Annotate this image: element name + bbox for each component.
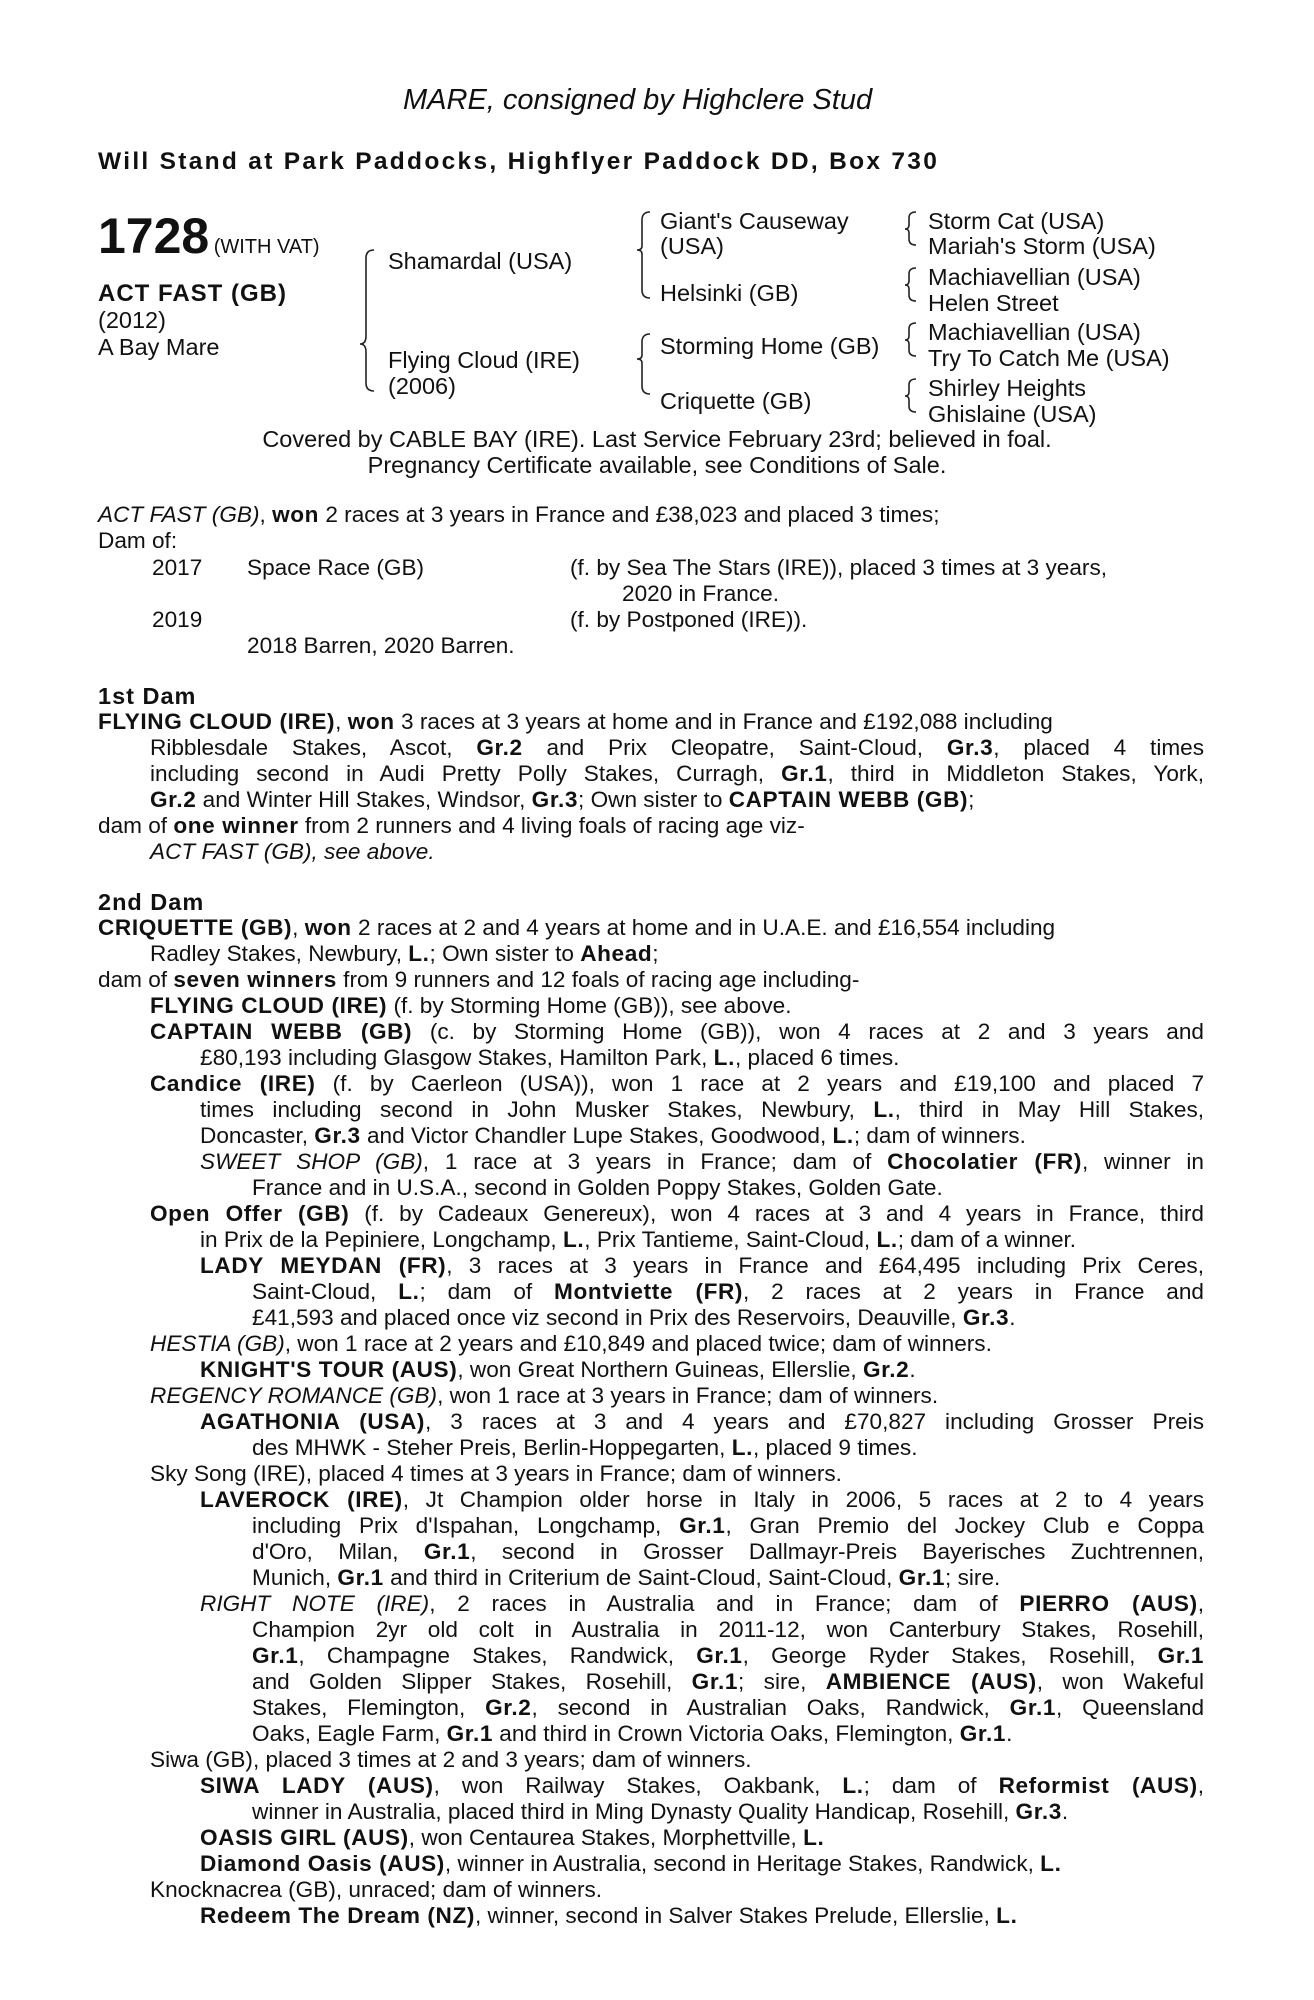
t: , second in Australian Oaks, Randwick, xyxy=(531,1695,990,1720)
t: , 3 races at 3 and 4 years and £70,827 including Grosser Preis xyxy=(425,1409,1204,1434)
entry-laverock xyxy=(200,1487,1204,1513)
t: ACT FAST (GB), see above. xyxy=(150,839,435,864)
t: (f. by Caerleon (USA)), won 1 race at 2 years and £19,100 and placed 7 xyxy=(332,1071,1205,1096)
t: AGATHONIA (USA) xyxy=(200,1409,426,1434)
t: and Golden Slipper Stakes, Rosehill, xyxy=(252,1669,673,1694)
t: , placed 6 times. xyxy=(734,1045,900,1070)
entry-right-note-4 xyxy=(252,1669,1204,1695)
entry-open-offer xyxy=(150,1201,1204,1227)
t: , third in Middleton Stakes, York, xyxy=(827,761,1205,786)
entry-lady-meydan xyxy=(200,1253,1204,1279)
horse-year: (2012) xyxy=(98,307,166,333)
pedigree-sire: Shamardal (USA) xyxy=(388,248,573,274)
first-dam-line-4 xyxy=(150,787,974,813)
entry-open-offer-2 xyxy=(200,1227,1076,1253)
t: Reformist (AUS) xyxy=(998,1773,1198,1798)
grade: Gr.1 xyxy=(898,1565,946,1590)
t: . xyxy=(909,1357,916,1382)
first-dam-line-3 xyxy=(150,761,1204,787)
produce-barren: 2018 Barren, 2020 Barren. xyxy=(247,633,515,658)
grade: L. xyxy=(832,1123,854,1148)
second-dam-name: CRIQUETTE (GB) xyxy=(98,915,293,940)
t: ; dam of xyxy=(419,1279,533,1304)
grade: Gr.2 xyxy=(150,787,197,812)
pedigree-g2: Mariah's Storm (USA) xyxy=(928,233,1156,259)
entry-lady-meydan-2 xyxy=(252,1279,1204,1305)
winners-count: seven winners xyxy=(173,967,337,992)
t: ; sire. xyxy=(945,1565,1001,1590)
t: Montviette (FR) xyxy=(554,1279,744,1304)
t: FLYING CLOUD (IRE) xyxy=(150,993,388,1018)
first-dam-line-2 xyxy=(150,735,1204,761)
grade: L. xyxy=(713,1045,735,1070)
t: from 2 runners and 4 living foals of racing age viz- xyxy=(304,813,805,838)
entry-sky-song: Sky Song (IRE), placed 4 times at 3 years in France; dam of winners. xyxy=(150,1461,842,1486)
t: RIGHT NOTE (IRE) xyxy=(200,1591,430,1616)
t: , 1 race at 3 years in France; dam of xyxy=(422,1149,872,1174)
t: HESTIA (GB) xyxy=(150,1331,285,1356)
bracket-dam xyxy=(637,334,650,394)
grade: L. xyxy=(1040,1851,1062,1876)
produce-intro-name: ACT FAST (GB) xyxy=(98,502,260,527)
first-dam-comma: , xyxy=(335,709,342,734)
t: including Prix d'Ispahan, Longchamp, xyxy=(252,1513,662,1538)
t: OASIS GIRL (AUS) xyxy=(200,1825,409,1850)
entry-sweet-shop xyxy=(200,1149,1204,1175)
pedigree-g8: Ghislaine (USA) xyxy=(928,401,1097,427)
produce-intro-won: won xyxy=(272,502,320,527)
pedigree-g3: Machiavellian (USA) xyxy=(928,264,1141,290)
pedigree-sire-sire-country: (USA) xyxy=(660,233,724,259)
t: dam of xyxy=(98,967,168,992)
entry-captain-webb xyxy=(150,1019,1204,1045)
entry-sweet-shop-2: France and in U.S.A., second in Golden Poppy Stakes, Golden Gate. xyxy=(252,1175,943,1200)
bracket-g4 xyxy=(905,379,916,412)
winners-count: one winner xyxy=(173,813,299,838)
entry-redeem-the-dream xyxy=(200,1903,1017,1929)
entry-regency-romance xyxy=(150,1383,938,1409)
entry-siwa-lady xyxy=(200,1773,1204,1799)
entry-right-note xyxy=(200,1591,1204,1617)
t: , won 1 race at 3 years in France; dam of winners. xyxy=(437,1383,939,1408)
t: times including second in John Musker Stakes, Newbury, xyxy=(200,1097,855,1122)
t: , Queensland xyxy=(1056,1695,1205,1720)
pedigree-sire-sire: Giant's Causeway xyxy=(660,208,849,234)
t: , won Great Northern Guineas, Ellerslie, xyxy=(457,1357,857,1382)
t: and third in Crown Victoria Oaks, Flemington, xyxy=(499,1721,954,1746)
first-dam-line-1 xyxy=(98,709,1053,735)
t: , Prix Tantieme, Saint-Cloud, xyxy=(584,1227,871,1252)
grade: L. xyxy=(408,941,430,966)
entry-right-note-2: Champion 2yr old colt in Australia in 2011-12, won Canterbury Stakes, Rosehill, xyxy=(252,1617,1204,1642)
t: Munich, xyxy=(252,1565,332,1590)
t: Saint-Cloud, xyxy=(252,1279,377,1304)
t: ; Own sister to xyxy=(578,787,723,812)
t: ; dam of xyxy=(863,1773,977,1798)
pedigree-g5: Machiavellian (USA) xyxy=(928,319,1141,345)
first-dam-heading: 1st Dam xyxy=(98,683,197,709)
produce-intro-rest: 2 races at 3 years in France and £38,023 and placed 3 times; xyxy=(325,502,940,527)
t: KNIGHT'S TOUR (AUS) xyxy=(200,1357,458,1382)
grade: L. xyxy=(873,1097,895,1122)
t: LADY MEYDAN (FR) xyxy=(200,1253,447,1278)
entry-knights-tour xyxy=(200,1357,916,1383)
entry-diamond-oasis xyxy=(200,1851,1061,1877)
entry-right-note-3 xyxy=(252,1643,1204,1669)
t: ; xyxy=(968,787,975,812)
t: including second in Audi Pretty Polly Stakes, Curragh, xyxy=(150,761,765,786)
bracket-sire xyxy=(637,212,650,298)
t: ; dam of a winner. xyxy=(897,1227,1077,1252)
t: , xyxy=(1197,1591,1204,1616)
t: and Winter Hill Stakes, Windsor, xyxy=(202,787,526,812)
entry-hestia xyxy=(150,1331,992,1357)
grade: Gr.1 xyxy=(1009,1695,1057,1720)
bracket-g1 xyxy=(905,212,916,245)
horse-name: ACT FAST (GB) xyxy=(98,280,287,307)
first-dam-won: won xyxy=(347,709,395,734)
t: SIWA LADY (AUS) xyxy=(200,1773,434,1798)
t: , 2 races in Australia and in France; dam of xyxy=(429,1591,998,1616)
lot-number: 1728 xyxy=(98,208,210,264)
t: . xyxy=(1061,1799,1069,1824)
t: . xyxy=(1009,1305,1016,1330)
t: , third in May Hill Stakes, xyxy=(894,1097,1205,1122)
produce-year-2017: 2017 xyxy=(152,555,203,580)
t: , 2 races at 2 years in France and xyxy=(743,1279,1204,1304)
pedigree-g1: Storm Cat (USA) xyxy=(928,208,1105,234)
first-dam-line-5 xyxy=(98,813,805,839)
t: , Champagne Stakes, Randwick, xyxy=(298,1643,674,1668)
entry-captain-webb-2 xyxy=(200,1045,899,1071)
grade: Gr.1 xyxy=(252,1643,299,1668)
t: (f. by Cadeaux Genereux), won 4 races at 3 and 4 years in France, third xyxy=(364,1201,1204,1226)
entry-right-note-6 xyxy=(252,1721,1012,1747)
entry-right-note-5 xyxy=(252,1695,1204,1721)
t: ; sire, xyxy=(738,1669,807,1694)
t: PIERRO (AUS) xyxy=(1019,1591,1198,1616)
grade: L. xyxy=(398,1279,420,1304)
sibling-name: CAPTAIN WEBB (GB) xyxy=(728,787,969,812)
t: winner in Australia, placed third in Ming Dynasty Quality Handicap, Rosehill, xyxy=(252,1799,1010,1824)
grade: Gr.2 xyxy=(476,735,523,760)
t: ; Own sister to xyxy=(429,941,574,966)
produce-year-2019: 2019 xyxy=(152,607,203,632)
entry-laverock-3 xyxy=(252,1539,1204,1565)
t: £41,593 and placed once viz second in Prix des Reservoirs, Deauville, xyxy=(252,1305,957,1330)
produce-info2-2017: 2020 in France. xyxy=(622,581,779,606)
t: LAVEROCK (IRE) xyxy=(200,1487,403,1512)
t: REGENCY ROMANCE (GB) xyxy=(150,1383,438,1408)
pedigree-g4: Helen Street xyxy=(928,290,1059,316)
grade: Gr.1 xyxy=(781,761,828,786)
t: d'Oro, Milan, xyxy=(252,1539,399,1564)
t: , placed 4 times xyxy=(993,735,1205,760)
grade: Gr.3 xyxy=(946,735,994,760)
t: , Jt Champion older horse in Italy in 2006, 5 races at 2 to 4 years xyxy=(402,1487,1204,1512)
t: Diamond Oasis (AUS) xyxy=(200,1851,445,1876)
t: 2 races at 2 and 4 years at home and in U.A.E. and £16,554 including xyxy=(358,915,1056,940)
consignment-title: MARE, consigned by Highclere Stud xyxy=(403,84,873,116)
t: and Victor Chandler Lupe Stakes, Goodwood, xyxy=(366,1123,827,1148)
grade: Gr.1 xyxy=(337,1565,384,1590)
pregnancy-note: Pregnancy Certificate available, see Conditions of Sale. xyxy=(367,452,947,478)
produce-name-2017: Space Race (GB) xyxy=(247,555,425,580)
grade: L. xyxy=(996,1903,1018,1928)
t: dam of xyxy=(98,813,168,838)
dam-of-label: Dam of: xyxy=(98,528,178,553)
t: (c. by Storming Home (GB)), won 4 races at 2 and 3 years and xyxy=(429,1019,1204,1044)
first-dam-line-6 xyxy=(150,839,435,865)
t: Radley Stakes, Newbury, xyxy=(150,941,402,966)
entry-siwa: Siwa (GB), placed 3 times at 2 and 3 years; dam of winners. xyxy=(150,1747,752,1772)
t: (f. by Storming Home (GB)), see above. xyxy=(393,993,792,1018)
t: and Prix Cleopatre, Saint-Cloud, xyxy=(546,735,924,760)
produce-info-2019: (f. by Postponed (IRE)). xyxy=(570,607,808,632)
t: . xyxy=(1006,1721,1013,1746)
t: , won Railway Stakes, Oakbank, xyxy=(433,1773,821,1798)
t: , George Ryder Stakes, Rosehill, xyxy=(742,1643,1136,1668)
t: des MHWK - Steher Preis, Berlin-Hoppegarten, xyxy=(252,1435,726,1460)
first-dam-name: FLYING CLOUD (IRE) xyxy=(98,709,336,734)
grade: Gr.1 xyxy=(1157,1643,1205,1668)
t: and third in Criterium de Saint-Cloud, Saint-Cloud, xyxy=(390,1565,893,1590)
covered-note: Covered by CABLE BAY (IRE). Last Service February 23rd; believed in foal. xyxy=(262,426,1052,452)
pedigree-dam-sire: Storming Home (GB) xyxy=(660,333,880,359)
t: ; xyxy=(652,941,659,966)
grade: Gr.3 xyxy=(1015,1799,1062,1824)
grade: Gr.1 xyxy=(446,1721,493,1746)
entry-candice xyxy=(150,1071,1204,1097)
t: from 9 runners and 12 foals of racing age including- xyxy=(343,967,860,992)
grade: Gr.1 xyxy=(959,1721,1007,1746)
grade: Gr.3 xyxy=(531,787,579,812)
t: , Gran Premio del Jockey Club e Coppa xyxy=(725,1513,1205,1538)
t: , won Centaurea Stakes, Morphettville, xyxy=(408,1825,797,1850)
t: Doncaster, xyxy=(200,1123,309,1148)
grade: Gr.2 xyxy=(485,1695,532,1720)
entry-laverock-2 xyxy=(252,1513,1204,1539)
t: , winner in Australia, second in Heritage Stakes, Randwick, xyxy=(444,1851,1034,1876)
bracket-g2 xyxy=(905,268,916,301)
second-dam-line-2 xyxy=(150,941,659,967)
t: Ribblesdale Stakes, Ascot, xyxy=(150,735,453,760)
vat-note: (WITH VAT) xyxy=(213,236,320,258)
t: SWEET SHOP (GB) xyxy=(200,1149,423,1174)
t: won xyxy=(304,915,352,940)
entry-oasis-girl xyxy=(200,1825,824,1851)
t: Open Offer (GB) xyxy=(150,1201,350,1226)
second-dam-line-1 xyxy=(98,915,1055,941)
t: Oaks, Eagle Farm, xyxy=(252,1721,441,1746)
entry-lady-meydan-3 xyxy=(252,1305,1016,1331)
t: , won 1 race at 2 years and £10,849 and placed twice; dam of winners. xyxy=(284,1331,992,1356)
entry-agathonia xyxy=(200,1409,1204,1435)
second-dam-heading: 2nd Dam xyxy=(98,889,205,915)
t: Chocolatier (FR) xyxy=(887,1149,1082,1174)
t: Candice (IRE) xyxy=(150,1071,316,1096)
first-dam-record: 3 races at 3 years at home and in France and £192,088 including xyxy=(400,709,1053,734)
pedigree-g6: Try To Catch Me (USA) xyxy=(928,345,1170,371)
produce-info-2017: (f. by Sea The Stars (IRE)), placed 3 times at 3 years, xyxy=(570,555,1108,580)
entry-flying-cloud xyxy=(150,993,791,1019)
t: , winner, second in Salver Stakes Prelude, Ellerslie, xyxy=(475,1903,990,1928)
pedigree-dam-dam: Criquette (GB) xyxy=(660,388,812,414)
t: , won Wakeful xyxy=(1036,1669,1204,1694)
pedigree-dam: Flying Cloud (IRE) xyxy=(388,347,580,373)
bracket-gen1 xyxy=(360,250,374,391)
bracket-g3 xyxy=(905,323,916,356)
entry-laverock-4 xyxy=(252,1565,1000,1591)
t: in Prix de la Pepiniere, Longchamp, xyxy=(200,1227,557,1252)
pedigree-sire-dam: Helsinki (GB) xyxy=(660,280,799,306)
t: , winner in xyxy=(1081,1149,1204,1174)
t: Redeem The Dream (NZ) xyxy=(200,1903,475,1928)
produce-intro: ACT FAST (GB), won 2 races at 3 years in France and £38,023 and placed 3 times; xyxy=(98,502,940,527)
pedigree-dam-year: (2006) xyxy=(388,373,456,399)
t: CAPTAIN WEBB (GB) xyxy=(150,1019,413,1044)
grade: Gr.1 xyxy=(679,1513,726,1538)
grade: L. xyxy=(731,1435,753,1460)
t: Stakes, Flemington, xyxy=(252,1695,466,1720)
t: , placed 9 times. xyxy=(752,1435,918,1460)
t: , 3 races at 3 years in France and £64,495 including Prix Ceres, xyxy=(446,1253,1204,1278)
stand-location: Will Stand at Park Paddocks, Highflyer Paddock DD, Box 730 xyxy=(98,148,940,175)
grade: L. xyxy=(803,1825,825,1850)
grade: Gr.1 xyxy=(696,1643,743,1668)
t: AMBIENCE (AUS) xyxy=(825,1669,1037,1694)
sibling-name: Ahead xyxy=(580,941,653,966)
grade: Gr.1 xyxy=(691,1669,739,1694)
t: ; dam of winners. xyxy=(853,1123,1026,1148)
t: , xyxy=(1197,1773,1205,1798)
entry-knocknacrea: Knocknacrea (GB), unraced; dam of winners. xyxy=(150,1877,603,1902)
entry-candice-2 xyxy=(200,1097,1204,1123)
entry-candice-3 xyxy=(200,1123,1026,1149)
grade: L. xyxy=(876,1227,898,1252)
grade: L. xyxy=(562,1227,585,1252)
grade: L. xyxy=(842,1773,864,1798)
t: , second in Grosser Dallmayr-Preis Bayerisches Zuchtrennen, xyxy=(470,1539,1204,1564)
grade: Gr.2 xyxy=(862,1357,910,1382)
grade: Gr.3 xyxy=(962,1305,1010,1330)
horse-description: A Bay Mare xyxy=(98,334,220,360)
pedigree-brackets xyxy=(0,0,1314,440)
entry-siwa-lady-2 xyxy=(252,1799,1068,1825)
grade: Gr.1 xyxy=(423,1539,471,1564)
entry-agathonia-2 xyxy=(252,1435,917,1461)
second-dam-line-3 xyxy=(98,967,859,993)
t: £80,193 including Glasgow Stakes, Hamilton Park, xyxy=(200,1045,708,1070)
t: , xyxy=(292,915,299,940)
pedigree-g7: Shirley Heights xyxy=(928,375,1087,401)
grade: Gr.3 xyxy=(314,1123,361,1148)
